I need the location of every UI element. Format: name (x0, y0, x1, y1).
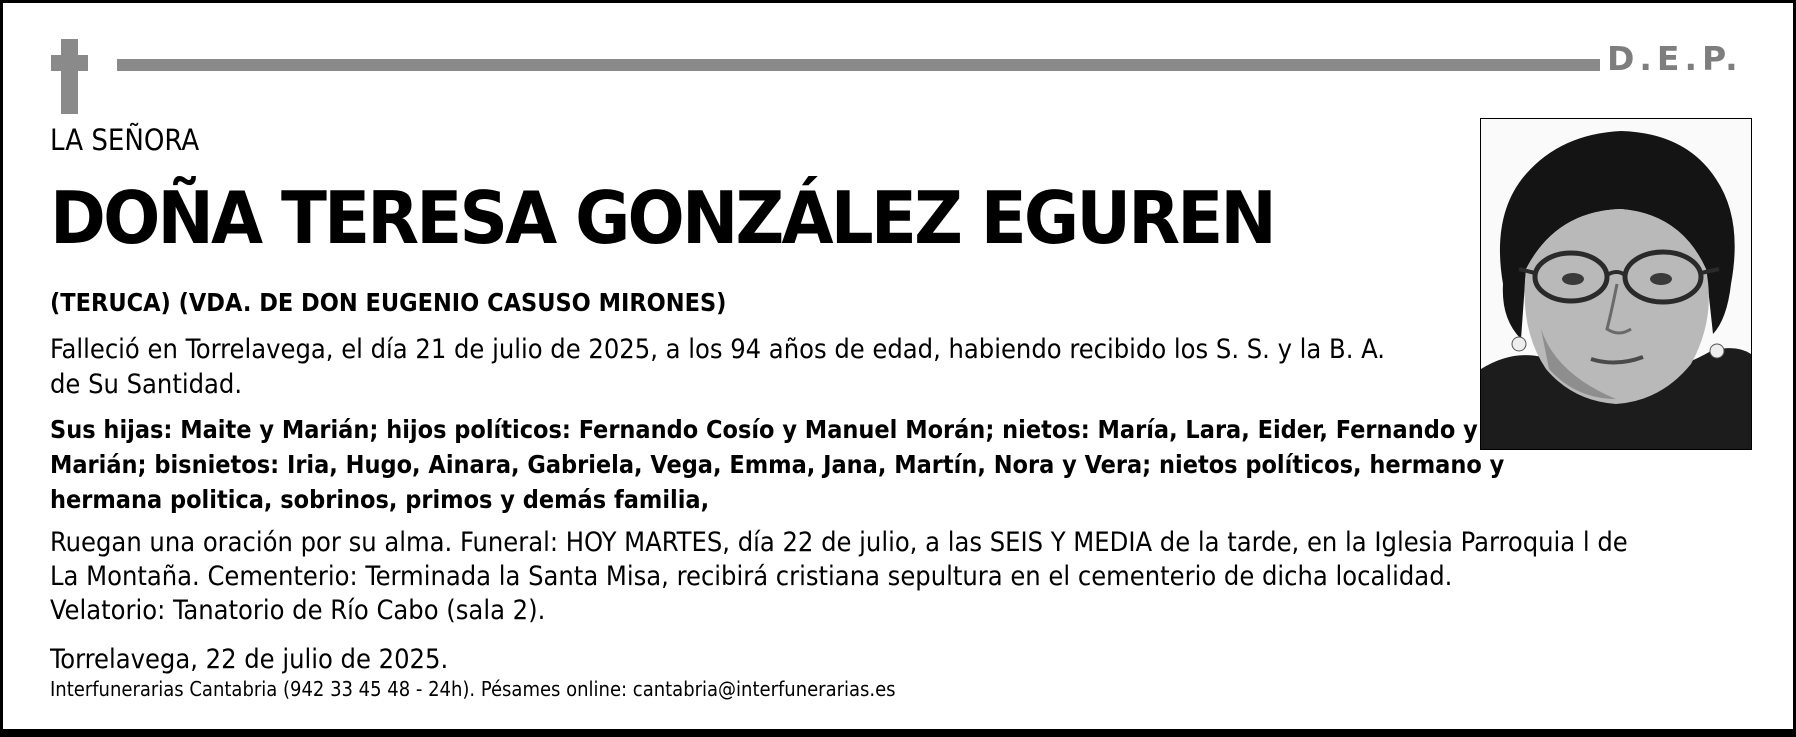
funeral-line: Velatorio: Tanatorio de Río Cabo (sala 2). (50, 595, 546, 626)
header-rule (117, 59, 1600, 71)
nickname-widow-line: (TERUCA) (VDA. DE DON EUGENIO CASUSO MIRONES) (50, 288, 727, 317)
death-details-line: de Su Santidad. (50, 369, 243, 400)
portrait-photo (1480, 118, 1752, 450)
funeral-home-contact: Interfunerarias Cantabria (942 33 45 48 - 24h). Pésames online: cantabria@interfunerarias.es (50, 677, 896, 701)
deceased-name: DOÑA TERESA GONZÁLEZ EGUREN (50, 176, 1274, 260)
funeral-line: La Montaña. Cementerio: Terminada la Santa Misa, recibirá cristiana sepultura en el cementerio de dicha localidad. (50, 561, 1453, 592)
honorific: LA SEÑORA (50, 123, 200, 157)
family-line: Marián; bisnietos: Iria, Hugo, Ainara, Gabriela, Vega, Emma, Jana, Martín, Nora y Vera; nietos políticos, hermano y (50, 450, 1505, 479)
family-line: hermana politica, sobrinos, primos y demás familia, (50, 485, 710, 514)
death-details-line: Falleció en Torrelavega, el día 21 de julio de 2025, a los 94 años de edad, habiendo recibido los S. S. y la B. A. (50, 334, 1385, 365)
family-line: Sus hijas: Maite y Marián; hijos políticos: Fernando Cosío y Manuel Morán; nietos: María, Lara, Eider, Fernando y (50, 415, 1478, 444)
dep-label: D.E.P. (1607, 39, 1743, 78)
place-date: Torrelavega, 22 de julio de 2025. (50, 644, 449, 675)
funeral-line: Ruegan una oración por su alma. Funeral: HOY MARTES, día 22 de julio, a las SEIS Y MEDIA de la tarde, en la Iglesia Parroquia l de (50, 527, 1628, 558)
